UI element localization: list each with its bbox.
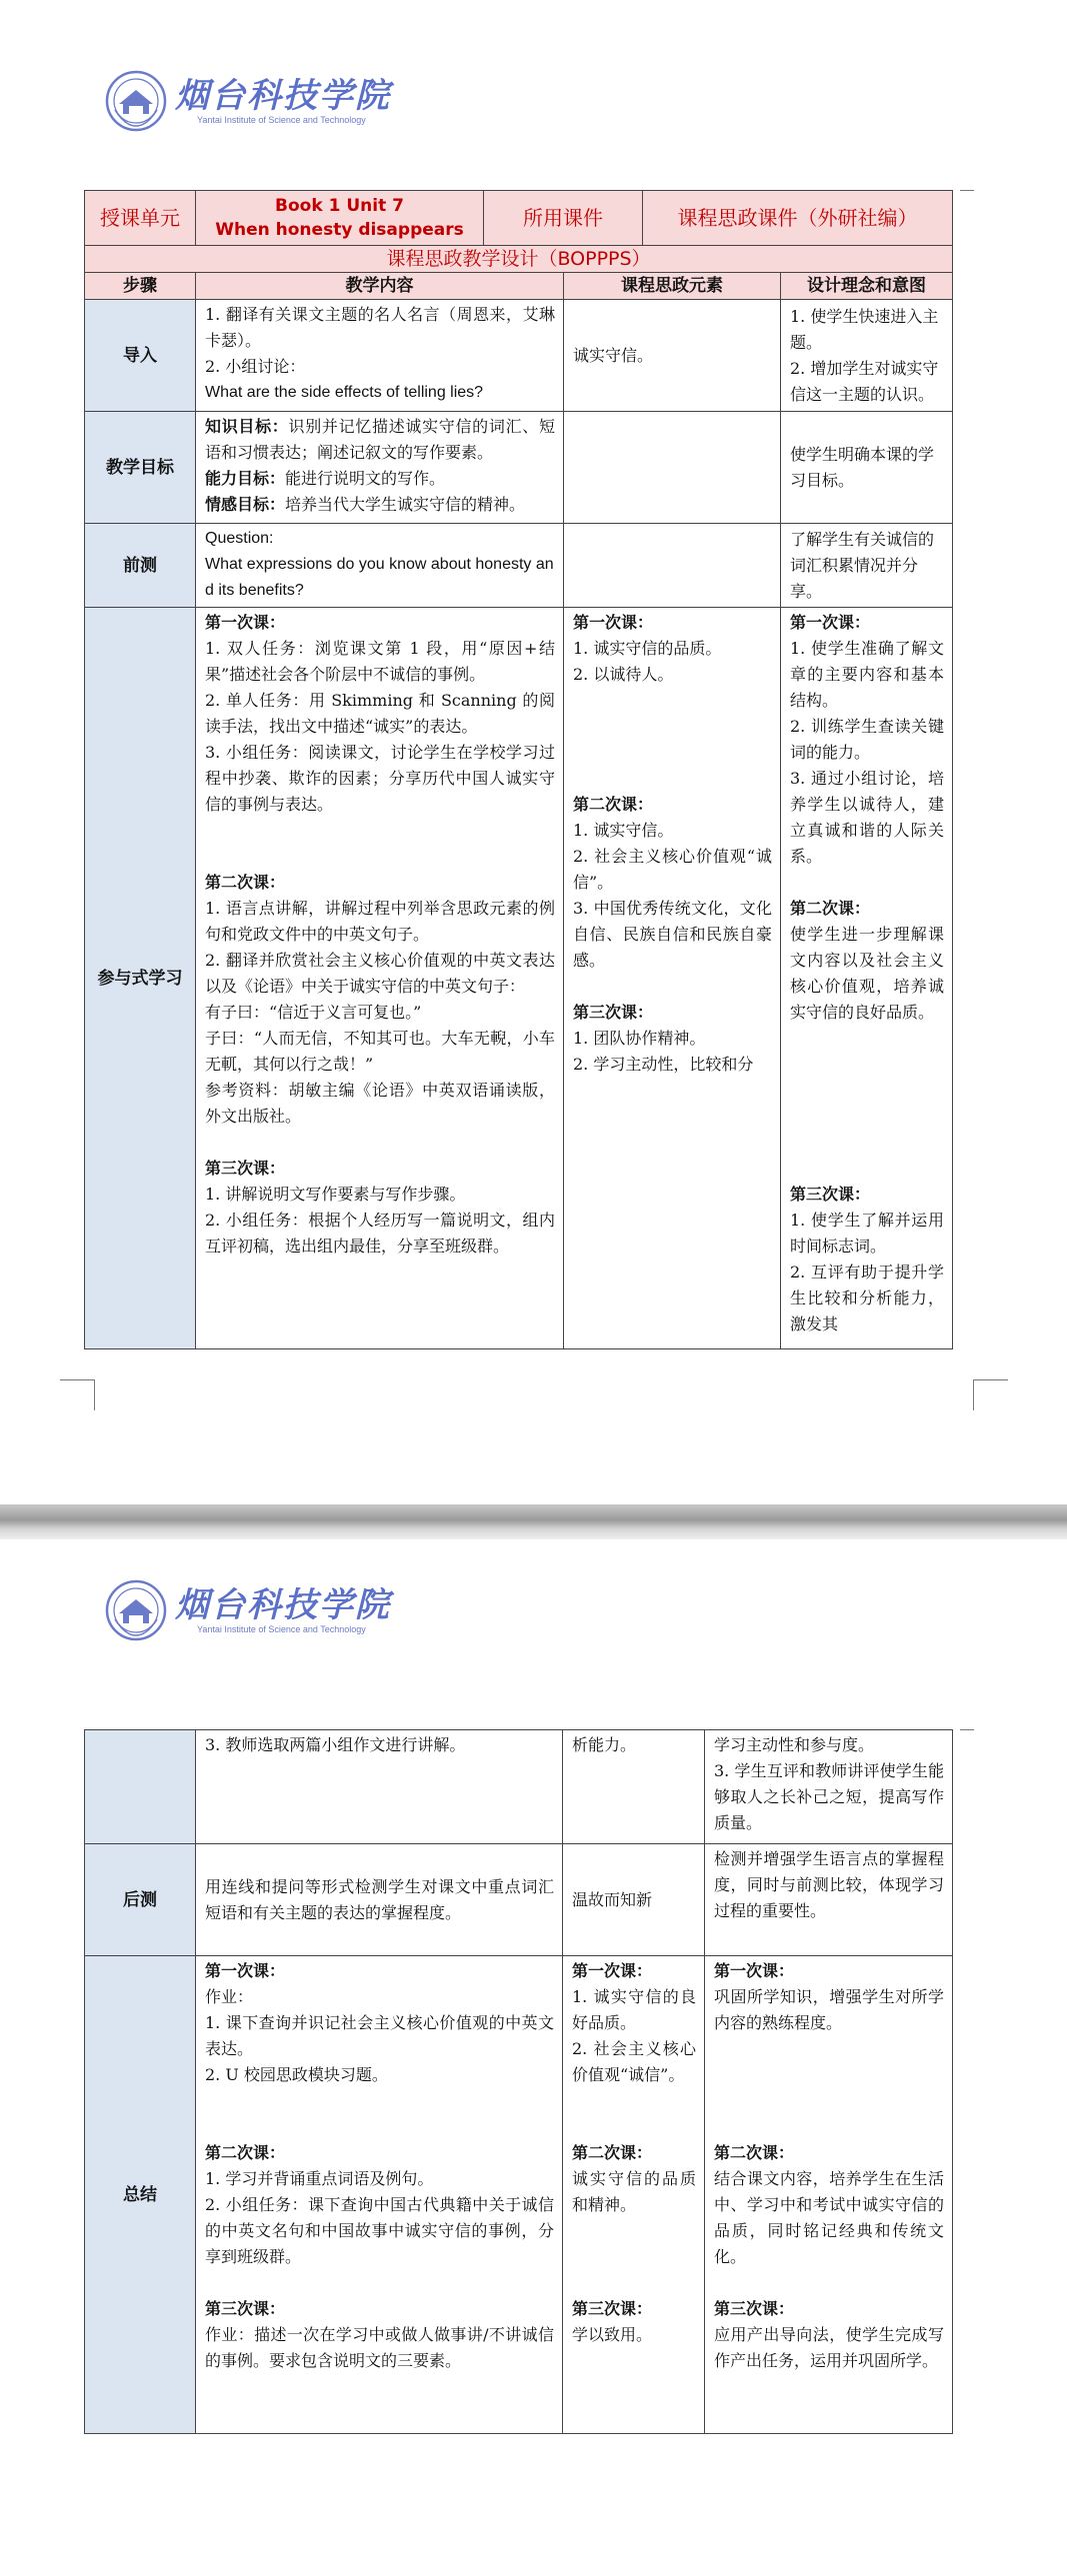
school-emblem-icon <box>105 70 167 132</box>
table-header-row <box>85 191 953 246</box>
content-cell: 用连线和提问等形式检测学生对课文中重点词汇短语和有关主题的表达的掌握程度。 <box>196 1844 563 1956</box>
lesson-design-table-continued <box>84 1729 953 2434</box>
design-cell: 了解学生有关诚信的词汇积累情况并分享。 <box>781 524 953 608</box>
column-header: 教学内容 <box>196 273 564 300</box>
element-cell <box>564 412 781 524</box>
content-cell: 第一次课： 1. 双人任务：浏览课文第 1 段，用“原因+结果”描述社会各个阶层中不诚信的事例。 2. 单人任务：用 Skimming 和 Scanning 的阅读手法，找出文中描述“诚实”的表达。 3. 小组任务：阅读课文，讨论学生在学校学习过程中抄袭、欺诈的因素；分享历代中国人诚实守信的事例与表达。 第二次课： 1. 语言点讲解，讲解过程中列举含思政元素的例句和党政文件中的中英文句子。 2. 翻译并欣赏社会主义核心价值观的中英文表达以及《论语》中关于诚实守信的中英文句子： 有子曰：“信近于义言可复也。” 子曰：“人而无信，不知其可也。大车无輗，小车无軏，其何以行之哉！” 参考资料：胡敏主编《论语》中英双语诵读版，外文出版社。 第三次课： 1. 讲解说明文写作要素与写作步骤。 2. 小组任务：根据个人经历写一篇说明文，组内互评初稿，选出组内最佳，分享至班级群。 <box>196 608 564 1349</box>
design-cell: 第一次课： 1. 使学生准确了解文章的主要内容和基本结构。 2. 训练学生查读关键词的能力。 3. 通过小组讨论，培养学生以诚待人，建立真诚和谐的人际关系。 第二次课： 使学生进一步理解课文内容以及社会主义核心价值观，培养诚实守信的良好品质。 第三次课： 1. 使学生了解并运用时间标志词。 2. 互评有助于提升学生比较和分析能力，激发其 <box>781 608 953 1349</box>
column-header: 步骤 <box>85 273 196 300</box>
content-cell: Question: What expressions do you know about honesty and its benefits? <box>196 524 564 608</box>
element-cell: 温故而知新 <box>563 1844 705 1956</box>
table-row <box>85 1956 953 2434</box>
element-cell: 第一次课： 1. 诚实守信的品质。 2. 以诚待人。 第二次课： 1. 诚实守信。 2. 社会主义核心价值观“诚信”。 3. 中国优秀传统文化，文化自信、民族自信和民族自豪感。 第三次课： 1. 团队协作精神。 2. 学习主动性，比较和分 <box>564 608 781 1349</box>
content-cell: 知识目标：识别并记忆描述诚实守信的词汇、短语和习惯表达；阐述记叙文的写作要素。 能力目标：能进行说明文的写作。 情感目标：培养当代大学生诚实守信的精神。 <box>196 412 564 524</box>
column-header: 课程思政元素 <box>564 273 781 300</box>
element-cell: 诚实守信。 <box>564 300 781 412</box>
design-cell: 检测并增强学生语言点的掌握程度，同时与前测比较，体现学习过程的重要性。 <box>705 1844 953 1956</box>
table-row <box>85 524 953 608</box>
table-row <box>85 608 953 1349</box>
page-gap <box>0 1504 1067 1539</box>
design-cell: 学习主动性和参与度。 3. 学生互评和教师讲评使学生能够取人之长补己之短，提高写作质量。 <box>705 1730 953 1844</box>
margin-mark <box>960 1729 974 1730</box>
lesson-design-table <box>84 190 953 1349</box>
courseware-label: 所用课件 <box>484 191 643 246</box>
content-cell: 3. 教师选取两篇小组作文进行讲解。 <box>196 1730 563 1844</box>
school-logo <box>105 70 391 132</box>
table-row <box>85 1730 953 1844</box>
content-cell: 第一次课： 作业： 1. 课下查询并识记社会主义核心价值观的中英文表达。 2. U 校园思政模块习题。 第二次课： 1. 学习并背诵重点词语及例句。 2. 小组任务：课下查询中国古代典籍中关于诚信的中英文名句和中国故事中诚实守信的事例，分享到班级群。 第三次课： 作业：描述一次在学习中或做人做事讲/不讲诚信的事例。要求包含说明文的三要素。 <box>196 1956 563 2434</box>
table-row <box>85 1844 953 1956</box>
column-header: 设计理念和意图 <box>781 273 953 300</box>
unit-label: 授课单元 <box>85 191 196 246</box>
table-row <box>85 300 953 412</box>
element-cell: 第一次课： 1. 诚实守信的良好品质。 2. 社会主义核心价值观“诚信”。 第二次课： 诚实守信的品质和精神。 第三次课： 学以致用。 <box>563 1956 705 2434</box>
logo-english-name: Yantai Institute of Science and Technology <box>197 115 366 125</box>
margin-mark <box>60 1379 95 1410</box>
school-logo <box>105 1579 391 1641</box>
step-label: 总结 <box>85 1956 196 2434</box>
document-page-2 <box>0 1539 1067 2576</box>
step-label: 后测 <box>85 1844 196 1956</box>
unit-value: Book 1 Unit 7 When honesty disappears <box>196 191 484 246</box>
table-row <box>85 412 953 524</box>
design-cell: 第一次课： 巩固所学知识，增强学生对所学内容的熟练程度。 第二次课： 结合课文内容，培养学生在生活中、学习中和考试中诚实守信的品质，同时铭记经典和传统文化。 第三次课： 应用产出导向法，使学生完成写作产出任务，运用并巩固所学。 <box>705 1956 953 2434</box>
school-emblem-icon <box>105 1579 167 1641</box>
content-cell: 1. 翻译有关课文主题的名人名言（周恩来，艾琳卡瑟）。 2. 小组讨论： What are the side effects of telling lies? <box>196 300 564 412</box>
element-cell: 析能力。 <box>563 1730 705 1844</box>
step-label <box>85 1730 196 1844</box>
step-label: 参与式学习 <box>85 608 196 1349</box>
design-cell: 1. 使学生快速进入主题。 2. 增加学生对诚实守信这一主题的认识。 <box>781 300 953 412</box>
logo-chinese-name: 烟台科技学院 <box>175 76 391 116</box>
design-title: 课程思政教学设计（BOPPPS） <box>85 246 953 273</box>
column-header-row <box>85 273 953 300</box>
logo-chinese-name: 烟台科技学院 <box>175 1585 391 1625</box>
margin-mark <box>960 190 974 191</box>
step-label: 前测 <box>85 524 196 608</box>
margin-mark <box>973 1379 1008 1410</box>
logo-english-name: Yantai Institute of Science and Technology <box>197 1624 366 1634</box>
step-label: 教学目标 <box>85 412 196 524</box>
element-cell <box>564 524 781 608</box>
design-cell: 使学生明确本课的学习目标。 <box>781 412 953 524</box>
courseware-value: 课程思政课件（外研社编） <box>643 191 953 246</box>
step-label: 导入 <box>85 300 196 412</box>
